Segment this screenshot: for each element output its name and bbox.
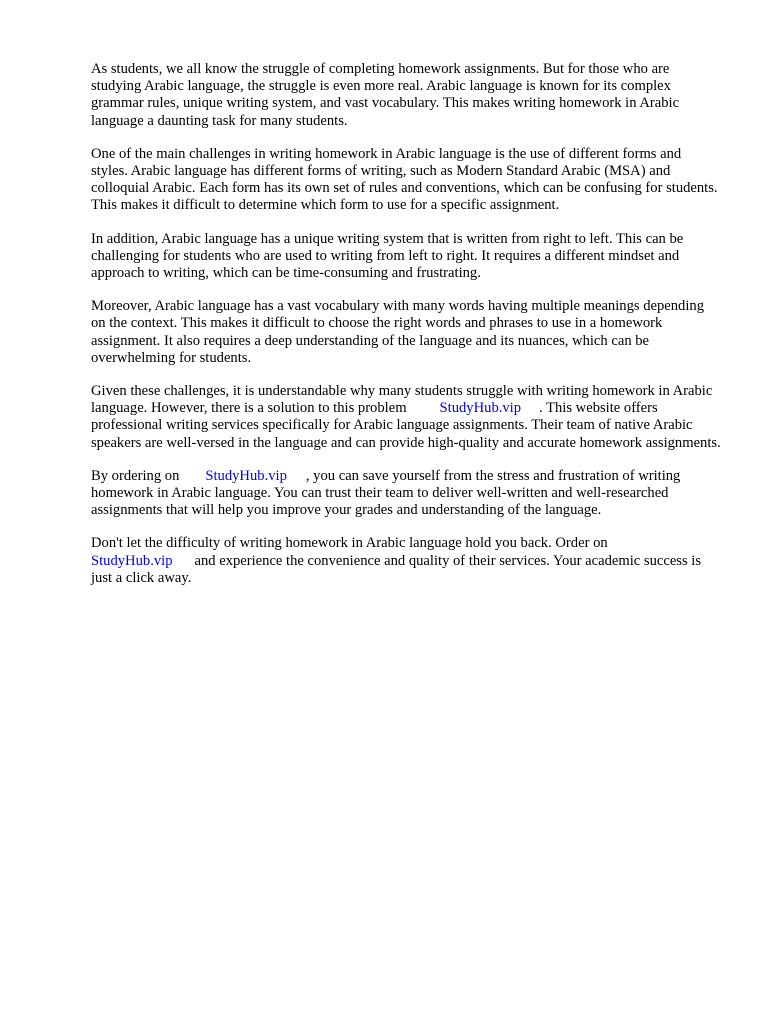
paragraph-cta-text-before: Don't let the difficulty of writing homework in Arabic language hold you back. Order on bbox=[91, 535, 608, 552]
studyhub-link[interactable]: StudyHub.vip bbox=[205, 467, 287, 484]
paragraph-ordering-text-after: , you can save yourself from the stress and frustration of writing homework in Arabic language. You can trust their team to deliver well-written and well-researched assignments that will help you improve your grades and understanding of the language. bbox=[91, 467, 681, 519]
paragraph-ordering-text-before: By ordering on bbox=[91, 467, 180, 484]
paragraph-ordering bbox=[91, 468, 721, 520]
document-page bbox=[91, 61, 721, 603]
studyhub-link[interactable]: StudyHub.vip bbox=[439, 400, 522, 417]
paragraph-solution-text-before: Given these challenges, it is understandable why many students struggle with writing homework in Arabic language. However, there is a solution to this problem bbox=[91, 383, 713, 417]
studyhub-link[interactable]: StudyHub.vip bbox=[91, 552, 173, 569]
paragraph-cta-text-after: and experience the convenience and quality of their services. Your academic success is just a click away. bbox=[91, 552, 702, 586]
paragraph-solution bbox=[91, 383, 721, 452]
paragraph-intro: As students, we all know the struggle of completing homework assignments. But for those who are studying Arabic language, the struggle is even more real. Arabic language is known for its complex grammar rules, unique writing system, and vast vocabulary. This makes writing homework in Arabic language a daunting task for many students. bbox=[91, 61, 680, 129]
paragraph-forms-and-styles: One of the main challenges in writing homework in Arabic language is the use of different forms and styles. Arabic language has different forms of writing, such as Modern Standard Arabic (MSA) and colloquial Arabic. Each form has its own set of rules and conventions, which can be confusing for students. This makes it difficult to determine which form to use for a specific assignment. bbox=[91, 145, 718, 214]
paragraph-writing-system: In addition, Arabic language has a unique writing system that is written from right to left. This can be challenging for students who are used to writing from left to right. It requires a different mindset and approach to writing, which can be time-consuming and frustrating. bbox=[91, 230, 684, 282]
paragraph-vocabulary: Moreover, Arabic language has a vast vocabulary with many words having multiple meanings depending on the context. This makes it difficult to choose the right words and phrases to use in a homework assignment. It also requires a deep understanding of the language and its nuances, which can be overwhelming for students. bbox=[91, 298, 705, 366]
paragraph-call-to-action bbox=[91, 535, 721, 587]
paragraph-solution-text-after: . This website offers professional writing services specifically for Arabic language assignments. Their team of native Arabic speakers are well-versed in the language and can provide high-quality and accurate homework assignments. bbox=[91, 400, 721, 451]
